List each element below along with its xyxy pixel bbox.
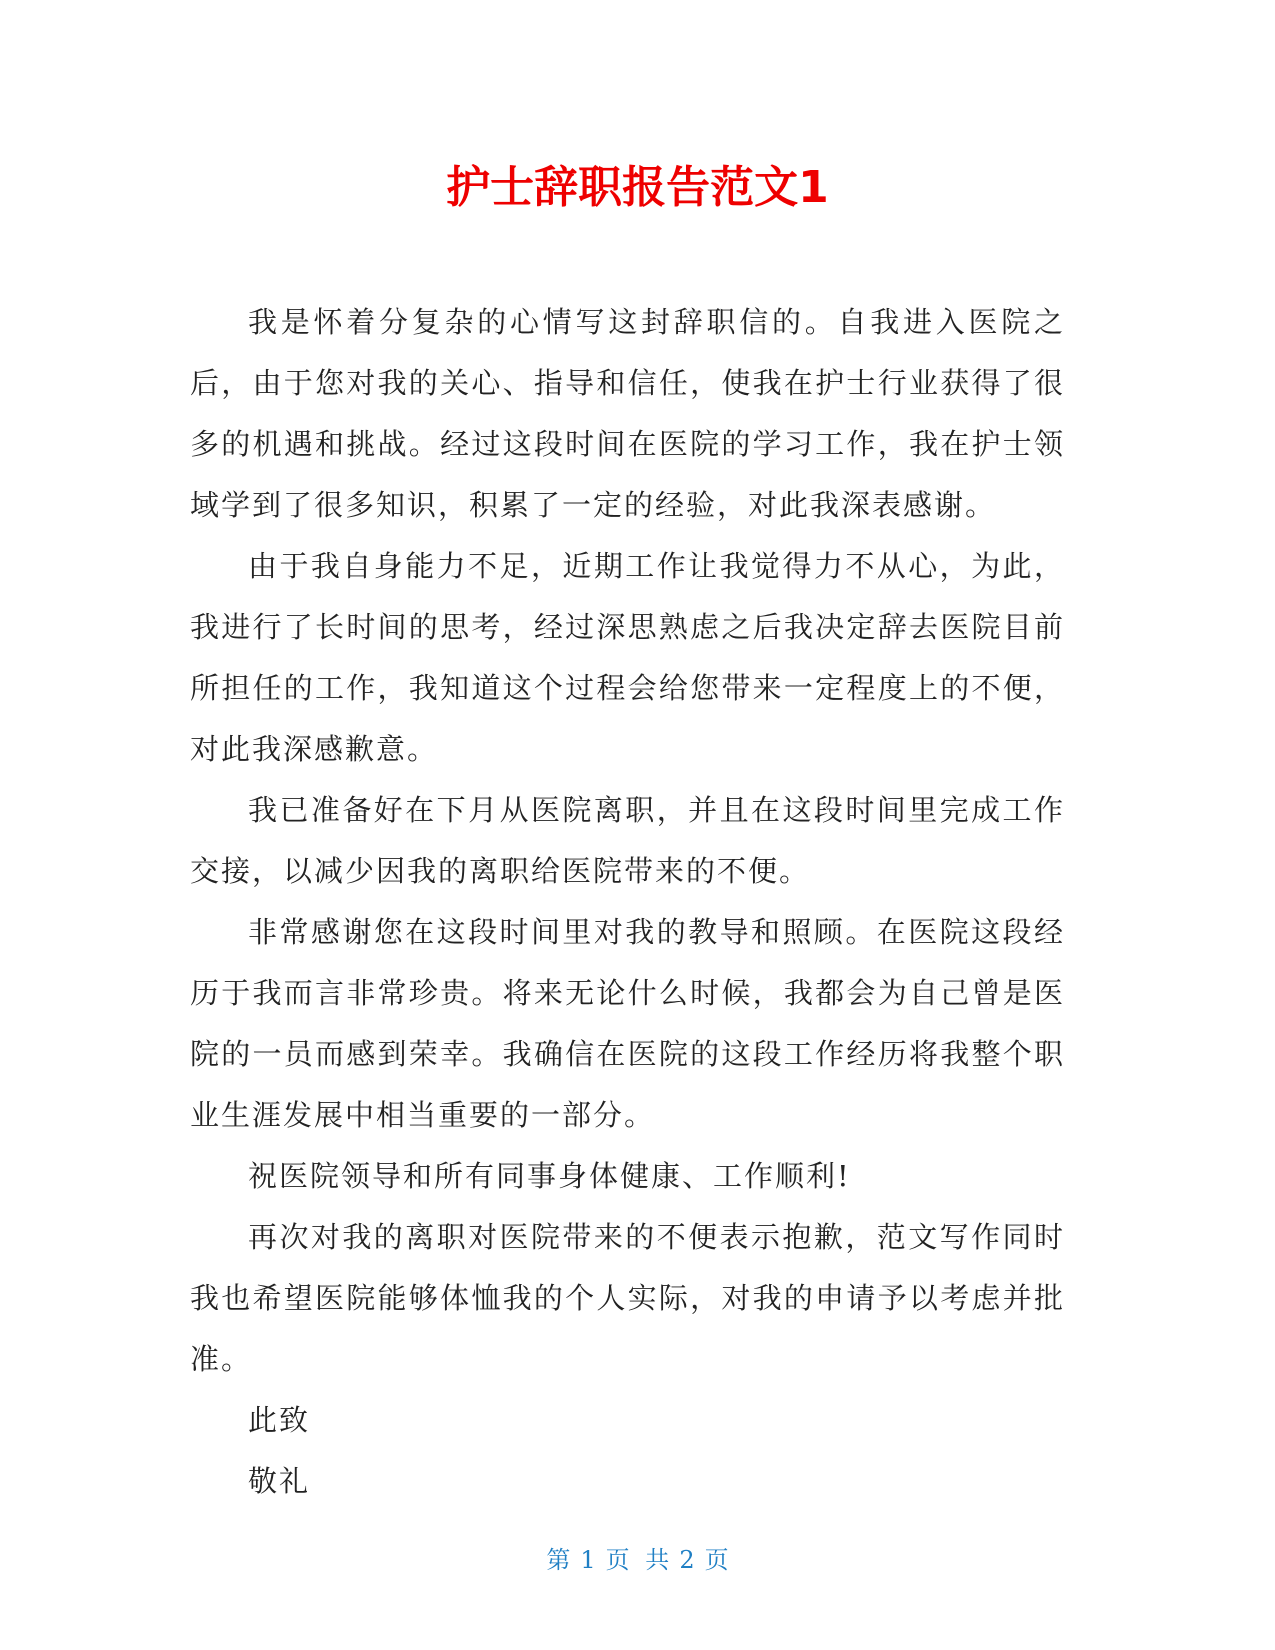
paragraph-1: 我是怀着分复杂的心情写这封辞职信的。自我进入医院之后，由于您对我的关心、指导和信任，使我在护士行业获得了很多的机遇和挑战。经过这段时间在医院的学习工作，我在护士领域学到了很多知识，积累了一定的经验，对此我深表感谢。 (190, 305, 1065, 522)
document-body (190, 292, 1065, 1512)
current-page-number: 1 (580, 1546, 596, 1574)
closing-regards: 敬礼 (248, 1464, 311, 1498)
paragraph-5: 祝医院领导和所有同事身体健康、工作顺利! (248, 1159, 851, 1193)
page-label-middle: 页 共 (605, 1546, 670, 1574)
paragraph-3: 我已准备好在下月从医院离职，并且在这段时间里完成工作交接，以减少因我的离职给医院带来的不便。 (190, 793, 1065, 888)
page-label-prefix: 第 (546, 1546, 571, 1574)
paragraph-4: 非常感谢您在这段时间里对我的教导和照顾。在医院这段经历于我而言非常珍贵。将来无论什么时候，我都会为自己曾是医院的一员而感到荣幸。我确信在医院的这段工作经历将我整个职业生涯发展中相当重要的一部分。 (190, 915, 1065, 1132)
page-label-suffix: 页 (704, 1546, 729, 1574)
paragraph-6: 再次对我的离职对医院带来的不便表示抱歉，范文写作同时我也希望医院能够体恤我的个人实际，对我的申请予以考虑并批准。 (190, 1220, 1065, 1376)
paragraph-2: 由于我自身能力不足，近期工作让我觉得力不从心，为此，我进行了长时间的思考，经过深思熟虑之后我决定辞去医院目前所担任的工作，我知道这个过程会给您带来一定程度上的不便，对此我深感歉意。 (190, 549, 1065, 766)
total-pages-number: 2 (679, 1546, 695, 1574)
page-number-footer (0, 1545, 1275, 1575)
document-title: 护士辞职报告范文1 (446, 162, 829, 213)
closing-salutation: 此致 (248, 1403, 311, 1437)
